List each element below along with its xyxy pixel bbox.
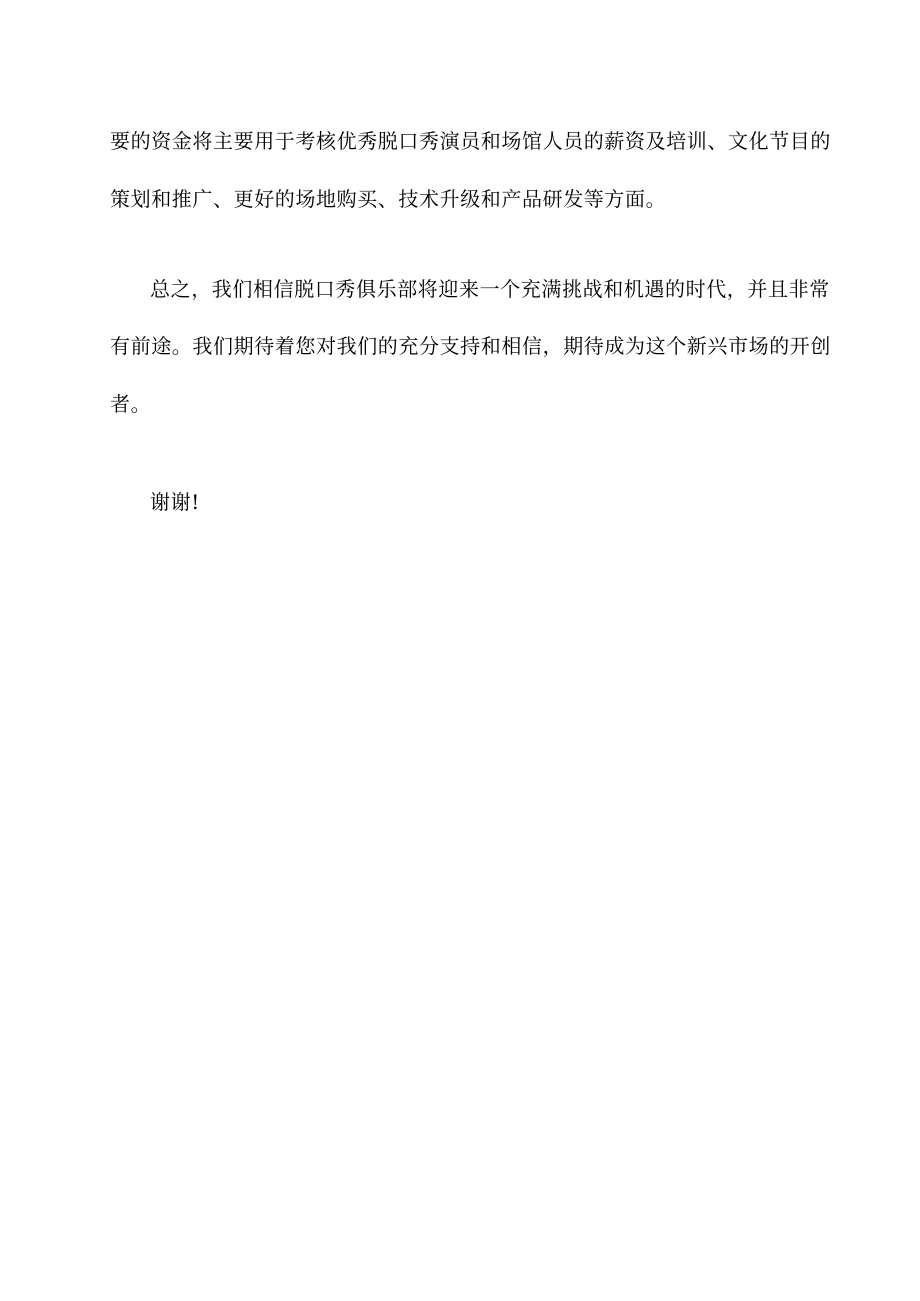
paragraph-1-line-1: 要的资金将主要用于考核优秀脱口秀演员和场馆人员的薪资及培训、文化节目的	[110, 129, 831, 153]
paragraph-2-line-1: 总之，我们相信脱口秀俱乐部将迎来一个充满挑战和机遇的时代，并且非常	[150, 277, 830, 301]
paragraph-1-line-2: 策划和推广、更好的场地购买、技术升级和产品研发等方面。	[110, 187, 667, 211]
paragraph-2-line-3: 者。	[110, 392, 152, 416]
paragraph-2-line-2: 有前途。我们期待着您对我们的充分支持和相信，期待成为这个新兴市场的开创	[110, 334, 831, 358]
closing-text: 谢谢!	[150, 490, 200, 514]
